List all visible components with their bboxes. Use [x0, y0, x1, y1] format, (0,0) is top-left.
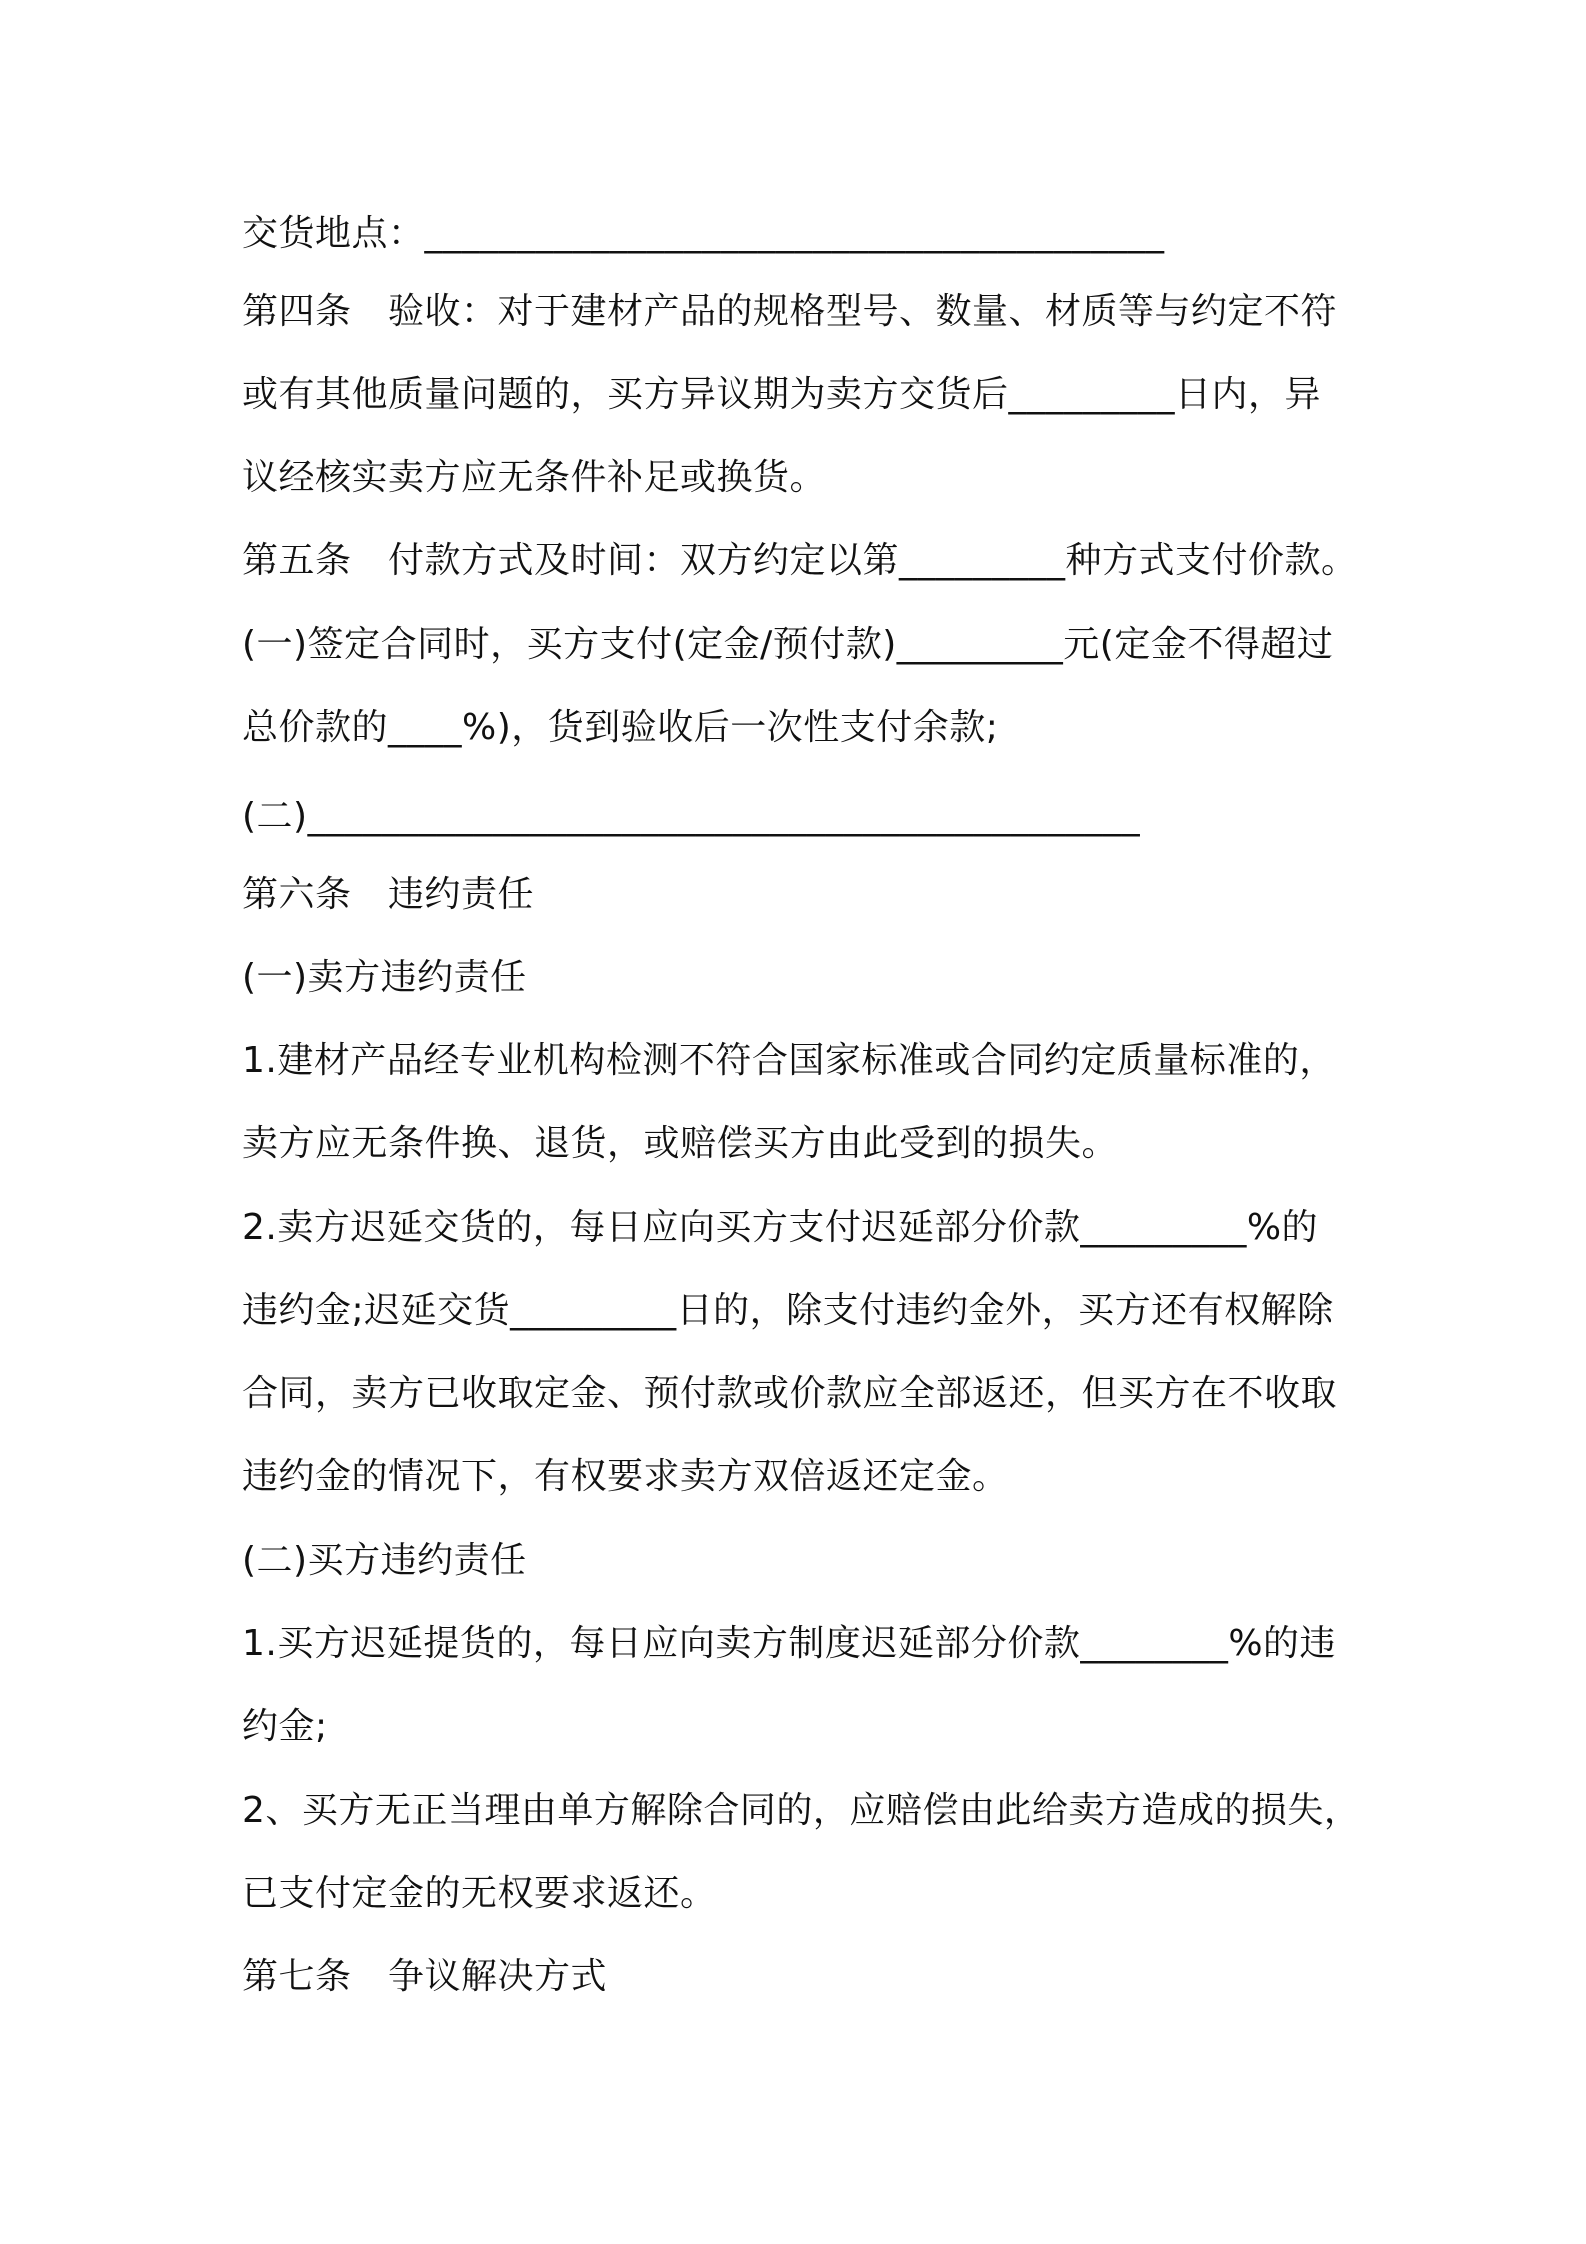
seller-liability-item-2-line-2: 违约金;迟延交货_________日的，除支付违约金外，买方还有权解除 [242, 1290, 1334, 1331]
buyer-liability-item-2-line-1: 2、买方无正当理由单方解除合同的，应赔偿由此给卖方造成的损失， [242, 1790, 1361, 1831]
seller-liability-item-2-line-4: 违约金的情况下，有权要求卖方双倍返还定金。 [242, 1456, 1009, 1497]
article-4-line-2: 或有其他质量问题的，买方异议期为卖方交货后_________日内，异 [242, 374, 1322, 415]
buyer-liability-heading: (二)买方违约责任 [242, 1540, 527, 1581]
buyer-liability-item-1-line-1: 1.买方迟延提货的，每日应向卖方制度迟延部分价款________%的违 [242, 1623, 1337, 1664]
article-4-line-1: 第四条 验收：对于建材产品的规格型号、数量、材质等与约定不符 [242, 291, 1338, 332]
seller-liability-item-2-line-1: 2.卖方迟延交货的，每日应向买方支付迟延部分价款_________%的 [242, 1207, 1319, 1248]
article-6-heading: 第六条 违约责任 [242, 874, 535, 915]
buyer-liability-item-2-line-2: 已支付定金的无权要求返还。 [242, 1873, 717, 1914]
article-5-clause-1-line-1: (一)签定合同时，买方支付(定金/预付款)_________元(定金不得超过 [242, 624, 1334, 665]
buyer-liability-item-1-line-2: 约金; [242, 1706, 328, 1747]
article-5-line-1: 第五条 付款方式及时间：双方约定以第_________种方式支付价款。 [242, 540, 1358, 581]
article-7-heading: 第七条 争议解决方式 [242, 1956, 608, 1997]
seller-liability-item-1-line-2: 卖方应无条件换、退货，或赔偿买方由此受到的损失。 [242, 1123, 1119, 1164]
delivery-location-line: 交货地点：________________________________________ [242, 213, 1165, 254]
seller-liability-item-1-line-1: 1.建材产品经专业机构检测不符合国家标准或合同约定质量标准的， [242, 1040, 1336, 1081]
article-5-clause-2-line: (二)_____________________________________________ [242, 796, 1141, 837]
article-5-clause-1-line-2: 总价款的____%)，货到验收后一次性支付余款; [242, 707, 999, 748]
seller-liability-item-2-line-3: 合同，卖方已收取定金、预付款或价款应全部返还，但买方在不收取 [242, 1373, 1338, 1414]
article-4-line-3: 议经核实卖方应无条件补足或换货。 [242, 457, 827, 498]
seller-liability-heading: (一)卖方违约责任 [242, 957, 527, 998]
